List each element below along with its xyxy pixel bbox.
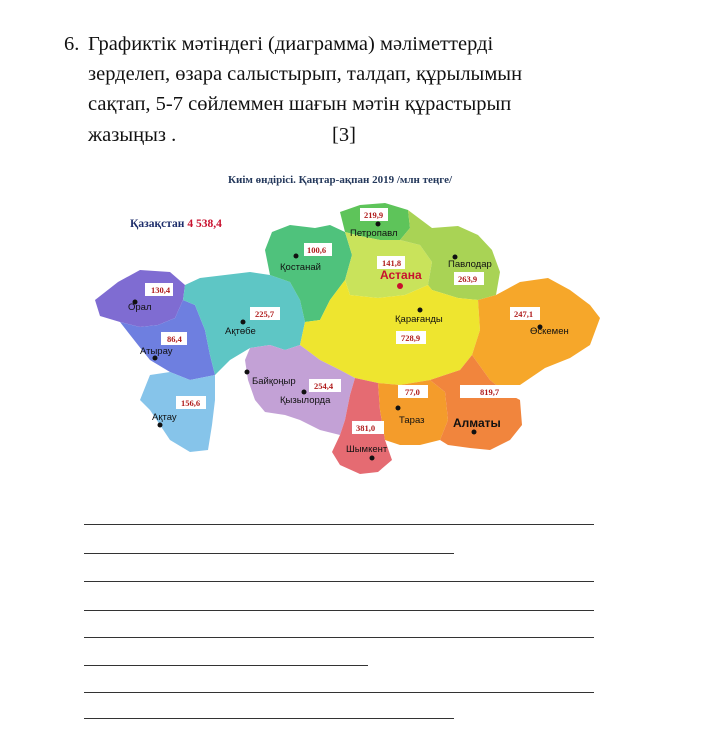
city-dot-baikonur — [245, 370, 250, 375]
value-kostanay: 100,6 — [307, 245, 327, 255]
city-dot-aktau — [158, 423, 163, 428]
city-label-kyzylorda: Қызылорда — [280, 395, 331, 406]
value-oskemen: 247,1 — [514, 309, 534, 319]
city-label-karaganda: Қарағанды — [395, 314, 443, 325]
value-kyzylorda: 254,4 — [314, 381, 334, 391]
answer-line[interactable] — [84, 637, 594, 638]
task-line-2: зерделеп, өзара салыстырып, талдап, құрылымын — [88, 63, 523, 85]
value-aktau: 156,6 — [181, 398, 201, 408]
value-atyrau: 86,4 — [167, 334, 182, 344]
city-label-oskemen: Өскемен — [530, 326, 569, 337]
value-oral: 130,4 — [151, 285, 171, 295]
answer-line[interactable] — [84, 610, 594, 611]
answer-line[interactable] — [84, 665, 368, 666]
city-label-aktobe: Ақтөбе — [225, 326, 256, 337]
city-label-atyrau: Атырау — [140, 346, 173, 357]
value-pavlodar: 263,9 — [458, 274, 478, 284]
task-line-3: сақтап, 5-7 сөйлеммен шағын мәтін құрастырып — [88, 93, 512, 115]
region-west-kazakhstan — [95, 270, 185, 327]
city-dot-aktobe — [241, 320, 246, 325]
task-number: 6. — [64, 33, 80, 55]
city-dot-astana — [397, 283, 403, 289]
answer-line[interactable] — [84, 524, 594, 525]
city-label-shymkent: Шымкент — [346, 444, 388, 455]
value-shymkent: 381,0 — [356, 423, 376, 433]
task-line-1: Графиктік мәтіндегі (диаграмма) мәліметтерді — [88, 33, 494, 55]
total-label: Қазақстан — [130, 218, 185, 230]
answer-line[interactable] — [84, 718, 454, 719]
value-petropavl: 219,9 — [364, 210, 384, 220]
city-label-aktau: Ақтау — [152, 412, 177, 423]
task-score: [3] — [332, 124, 356, 146]
value-taraz: 77,0 — [405, 387, 420, 397]
answer-line[interactable] — [84, 553, 454, 554]
total-value: 4 538,4 — [187, 218, 222, 230]
city-dot-petropavl — [376, 222, 381, 227]
city-label-kostanay: Қостанай — [280, 262, 321, 273]
map-title: Киім өндірісі. Қаңтар-ақпан 2019 /млн теңге/ — [228, 174, 453, 186]
city-label-pavlodar: Павлодар — [448, 259, 492, 270]
city-label-baikonur: Байқоңыр — [252, 376, 296, 387]
city-dot-kyzylorda — [302, 390, 307, 395]
value-astana: 141,8 — [382, 258, 402, 268]
city-label-almaty: Алматы — [453, 416, 501, 430]
city-dot-shymkent — [370, 456, 375, 461]
city-label-astana: Астана — [380, 268, 422, 282]
city-label-oral: Орал — [128, 302, 152, 313]
value-almaty: 819,7 — [480, 387, 500, 397]
city-dot-almaty — [472, 430, 477, 435]
city-dot-karaganda — [418, 308, 423, 313]
city-dot-kostanay — [294, 254, 299, 259]
city-label-petropavl: Петропавл — [350, 228, 398, 239]
task-line-4: жазыңыз . — [88, 124, 177, 146]
city-dot-taraz — [396, 406, 401, 411]
value-aktobe: 225,7 — [255, 309, 275, 319]
answer-line[interactable] — [84, 692, 594, 693]
answer-line[interactable] — [84, 581, 594, 582]
city-label-taraz: Тараз — [399, 415, 425, 426]
value-karaganda: 728,9 — [401, 333, 421, 343]
